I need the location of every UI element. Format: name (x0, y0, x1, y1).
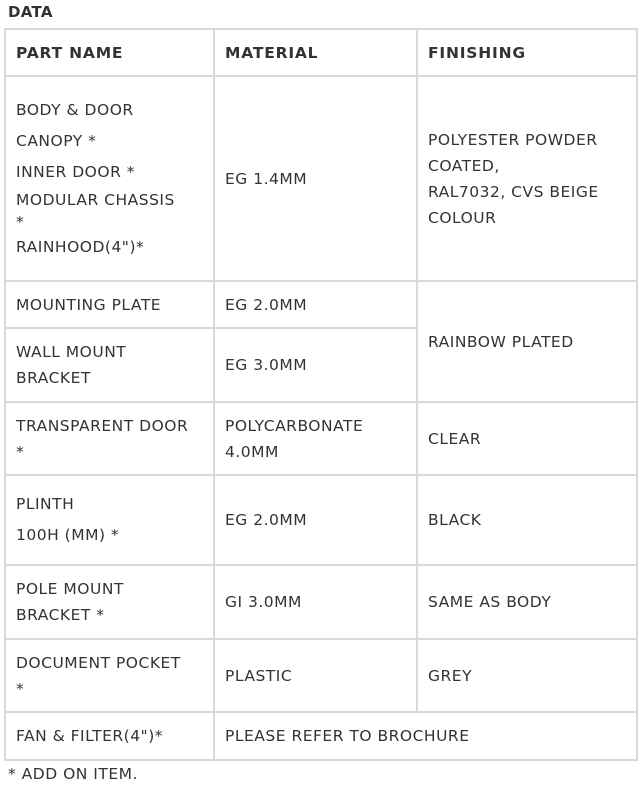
material-line: POLYCARBONATE (225, 416, 364, 435)
part-modular-chassis-mark: * (16, 212, 25, 231)
part-name-line: PLINTH (16, 495, 75, 513)
part-canopy: CANOPY * (16, 131, 97, 150)
material-cell: EG 2.0MM (214, 281, 417, 328)
part-body-door: BODY & DOOR (16, 100, 134, 119)
finishing-cell: BLACK (417, 475, 637, 565)
part-name-line: * (16, 442, 25, 461)
finishing-line: POLYESTER POWDER (428, 130, 598, 149)
material-cell: GI 3.0MM (214, 565, 417, 639)
part-name-cell (5, 328, 214, 402)
part-name-line: TRANSPARENT DOOR (16, 416, 189, 435)
part-name-line: BRACKET * (16, 606, 105, 624)
part-name-line: * (16, 679, 25, 698)
part-name-cell: MOUNTING PLATE (5, 281, 214, 328)
footnote: * ADD ON ITEM. (8, 765, 138, 783)
part-rainhood: RAINHOOD(4")* (16, 237, 145, 256)
table-row (5, 639, 637, 712)
part-name-line: 100H (MM) * (16, 526, 120, 544)
part-name-cell (5, 639, 214, 712)
page-heading: DATA (8, 3, 53, 21)
table-header-row (5, 29, 637, 76)
material-cell: EG 2.0MM (214, 475, 417, 565)
material-cell: EG 3.0MM (214, 328, 417, 402)
part-name-line: POLE MOUNT (16, 580, 124, 598)
material-cell: EG 1.4MM (214, 76, 417, 281)
finishing-line: RAL7032, CVS BEIGE (428, 182, 599, 201)
finishing-cell: SAME AS BODY (417, 565, 637, 639)
table-row (5, 712, 637, 760)
brochure-note-cell: PLEASE REFER TO BROCHURE (214, 712, 637, 760)
header-part-name: PART NAME (5, 29, 214, 76)
part-name-cell (5, 76, 214, 281)
table-row (5, 281, 637, 328)
finishing-cell: CLEAR (417, 402, 637, 475)
material-line: 4.0MM (225, 442, 279, 461)
part-modular-chassis: MODULAR CHASSIS (16, 190, 175, 209)
finishing-cell (417, 76, 637, 281)
finishing-cell: RAINBOW PLATED (417, 281, 637, 402)
part-inner-door: INNER DOOR * (16, 162, 136, 181)
table-row (5, 565, 637, 639)
header-material: MATERIAL (214, 29, 417, 76)
table-row (5, 402, 637, 475)
finishing-line: COLOUR (428, 208, 497, 227)
part-name-line: WALL MOUNT (16, 343, 127, 361)
finishing-line: COATED, (428, 156, 500, 175)
part-name-cell (5, 565, 214, 639)
header-finishing: FINISHING (417, 29, 637, 76)
part-name-cell (5, 402, 214, 475)
part-name-cell (5, 475, 214, 565)
table-row (5, 475, 637, 565)
part-name-cell: FAN & FILTER(4")* (5, 712, 214, 760)
table-row (5, 76, 637, 281)
part-name-line: BRACKET (16, 369, 91, 387)
finishing-cell: GREY (417, 639, 637, 712)
part-name-line: DOCUMENT POCKET (16, 653, 181, 672)
spec-table (4, 28, 638, 761)
material-cell (214, 402, 417, 475)
material-cell: PLASTIC (214, 639, 417, 712)
